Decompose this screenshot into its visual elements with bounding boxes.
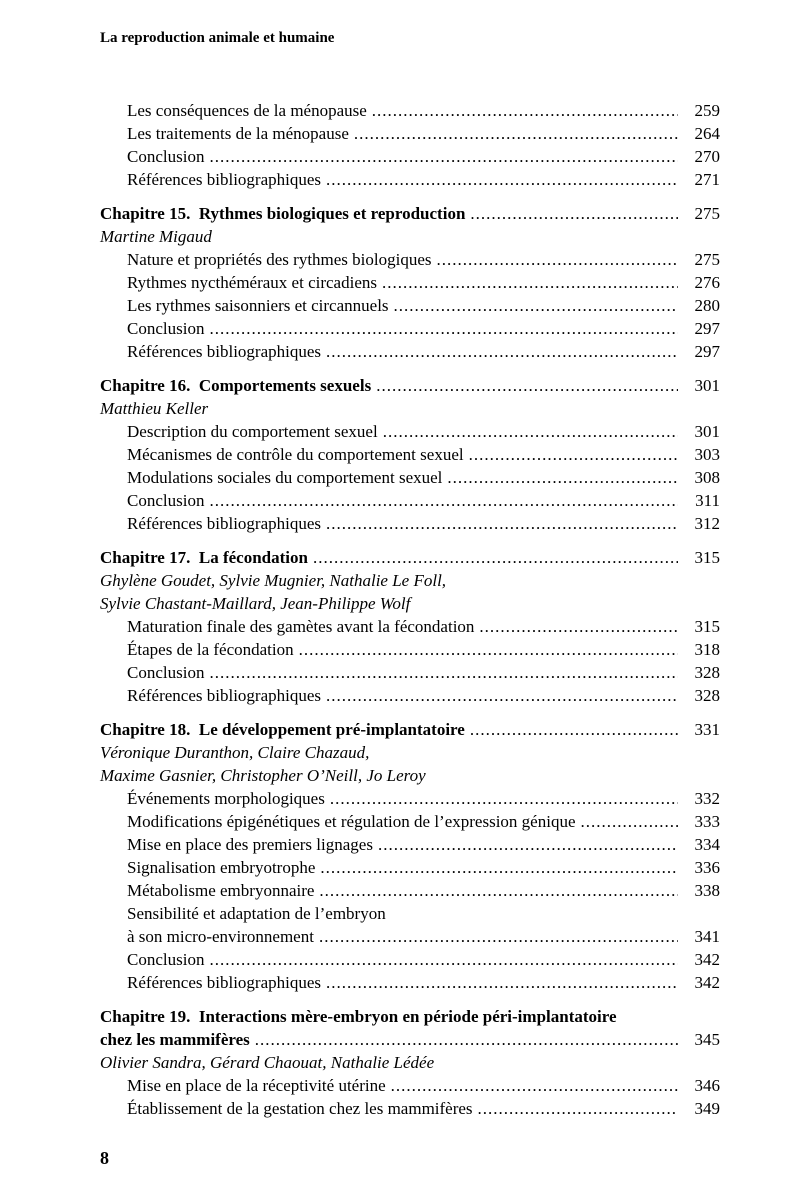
toc-page-number: 318 [694, 640, 720, 659]
toc-entry-label: Conclusion [127, 663, 205, 682]
dot-leader [326, 512, 678, 535]
dot-leader [326, 168, 678, 191]
toc-entry-label: chez les mammifères [100, 1030, 250, 1049]
toc-entry-label: Signalisation embryotrophe [127, 858, 316, 877]
dot-leader [447, 466, 678, 489]
toc-entry-label: Les traitements de la ménopause [127, 124, 349, 143]
toc-entry [100, 294, 720, 317]
dot-leader [376, 374, 678, 397]
toc-entry-label: Les rythmes saisonniers et circannuels [127, 296, 389, 315]
dot-leader [319, 879, 678, 902]
toc-page-number: 276 [694, 273, 720, 292]
toc-entry [100, 1074, 720, 1097]
toc-chapter-entry-wrapped [100, 1005, 720, 1051]
toc-entry-label: Métabolisme embryonnaire [127, 881, 315, 900]
toc-entry [100, 512, 720, 535]
toc-entry-label: Mise en place de la réceptivité utérine [127, 1076, 386, 1095]
dot-leader [299, 638, 678, 661]
toc-page-number: 336 [694, 858, 720, 877]
toc-entry [100, 638, 720, 661]
dot-leader [209, 145, 678, 168]
footer-page-number: 8 [100, 1148, 109, 1168]
dot-leader [209, 661, 678, 684]
dot-leader [382, 271, 678, 294]
toc-entry [100, 340, 720, 363]
dot-leader [580, 810, 678, 833]
toc-page-number: 280 [694, 296, 720, 315]
toc-entry [100, 1097, 720, 1120]
toc-entry-label: Références bibliographiques [127, 514, 322, 533]
toc-page-number: 332 [694, 789, 720, 808]
toc-entry [100, 317, 720, 340]
toc-entry-label: Modulations sociales du comportement sexuel [127, 468, 443, 487]
toc-entry [100, 271, 720, 294]
toc-page-number: 342 [694, 973, 720, 992]
toc-entry-label: Maturation finale des gamètes avant la fécondation [127, 617, 475, 636]
toc-entry [100, 443, 720, 466]
toc-entry-label: Étapes de la fécondation [127, 640, 294, 659]
toc-entry-label: Conclusion [127, 491, 205, 510]
toc-page-number: 328 [694, 663, 720, 682]
dot-leader [437, 248, 678, 271]
toc-page-number: 333 [694, 812, 720, 831]
toc-entry [100, 546, 720, 569]
toc-authors: Olivier Sandra, Gérard Chaouat, Nathalie Lédée [100, 1053, 435, 1072]
dot-leader [326, 684, 678, 707]
toc-entry [100, 145, 720, 168]
dot-leader [378, 833, 678, 856]
toc-entry-label: Chapitre 16. Comportements sexuels [100, 376, 372, 395]
dot-leader [354, 122, 678, 145]
toc-entry [127, 925, 720, 948]
dot-leader [470, 718, 678, 741]
toc-entry-label: Références bibliographiques [127, 342, 322, 361]
toc-entry-wrapped [100, 902, 720, 948]
toc-entry [100, 661, 720, 684]
toc-authors: Ghylène Goudet, Sylvie Mugnier, Nathalie Le Foll, [100, 571, 447, 590]
toc-list [100, 99, 720, 1120]
toc-entry [100, 1028, 720, 1051]
toc-entry [100, 856, 720, 879]
toc-page-number: 297 [694, 342, 720, 361]
toc-entry-label: à son micro-environnement [127, 927, 314, 946]
toc-entry [100, 374, 720, 397]
toc-entry [100, 168, 720, 191]
dot-leader [313, 546, 678, 569]
dot-leader [383, 420, 678, 443]
toc-entry-label: Mécanismes de contrôle du comportement sexuel [127, 445, 464, 464]
toc-authors: Sylvie Chastant-Maillard, Jean-Philippe Wolf [100, 594, 411, 613]
dot-leader [209, 948, 678, 971]
toc-page-number: 346 [694, 1076, 720, 1095]
toc-page-number: 331 [694, 720, 720, 739]
toc-page-number: 271 [694, 170, 720, 189]
toc-authors: Maxime Gasnier, Christopher O’Neill, Jo Leroy [100, 766, 426, 785]
toc-entry-label: Conclusion [127, 147, 205, 166]
toc-page-number: 275 [694, 250, 720, 269]
toc-entry [100, 810, 720, 833]
toc-entry-label: Conclusion [127, 319, 205, 338]
toc-authors: Véronique Duranthon, Claire Chazaud, [100, 743, 370, 762]
dot-leader [326, 971, 678, 994]
toc-page-number: 259 [694, 101, 720, 120]
toc-entry-label: Mise en place des premiers lignages [127, 835, 373, 854]
toc-entry-label: Événements morphologiques [127, 789, 325, 808]
toc-entry-line1: Sensibilité et adaptation de l’embryon [127, 904, 386, 923]
toc-entry [100, 948, 720, 971]
toc-authors: Martine Migaud [100, 227, 212, 246]
toc-entry [100, 466, 720, 489]
toc-page-number: 270 [694, 147, 720, 166]
toc-entry-label: Les conséquences de la ménopause [127, 101, 367, 120]
toc-entry [100, 879, 720, 902]
toc-authors: Matthieu Keller [100, 399, 209, 418]
toc-page-number: 315 [694, 548, 720, 567]
toc-entry-label: Chapitre 17. La fécondation [100, 548, 308, 567]
toc-page-number: 342 [694, 950, 720, 969]
toc-page-number: 264 [694, 124, 720, 143]
toc-entry [100, 420, 720, 443]
toc-entry [100, 122, 720, 145]
toc-entry-label: Chapitre 18. Le développement pré-implantatoire [100, 720, 465, 739]
toc-entry-label: Chapitre 15. Rythmes biologiques et reproduction [100, 204, 466, 223]
dot-leader [319, 925, 678, 948]
toc-entry [100, 718, 720, 741]
toc-page-number: 297 [694, 319, 720, 338]
toc-entry-label: Références bibliographiques [127, 170, 322, 189]
toc-entry-label: Rythmes nycthéméraux et circadiens [127, 273, 377, 292]
toc-page-number: 349 [694, 1099, 720, 1118]
dot-leader [372, 99, 678, 122]
toc-entry-label: Nature et propriétés des rythmes biologiques [127, 250, 432, 269]
toc-page-number: 334 [694, 835, 720, 854]
toc-entry [100, 202, 720, 225]
dot-leader [479, 615, 678, 638]
dot-leader [209, 317, 678, 340]
dot-leader [330, 787, 678, 810]
dot-leader [469, 443, 678, 466]
toc-page-number: 311 [695, 491, 720, 510]
toc-page-number: 308 [694, 468, 720, 487]
dot-leader [394, 294, 678, 317]
toc-page-number: 341 [694, 927, 720, 946]
toc-entry [100, 971, 720, 994]
toc-page-number: 312 [694, 514, 720, 533]
toc-page-number: 301 [694, 376, 720, 395]
dot-leader [326, 340, 678, 363]
dot-leader [391, 1074, 678, 1097]
toc-entry [100, 248, 720, 271]
toc-entry [100, 615, 720, 638]
toc-page-number: 345 [694, 1030, 720, 1049]
toc-entry [100, 684, 720, 707]
toc-page-number: 303 [694, 445, 720, 464]
toc-entry [100, 833, 720, 856]
toc-entry [100, 787, 720, 810]
dot-leader [209, 489, 678, 512]
dot-leader [320, 856, 678, 879]
toc-entry-label: Modifications épigénétiques et régulation de l’expression génique [127, 812, 576, 831]
toc-entry-label: Description du comportement sexuel [127, 422, 378, 441]
toc-page-number: 328 [694, 686, 720, 705]
toc-page-number: 301 [694, 422, 720, 441]
toc-entry [100, 99, 720, 122]
toc-entry-label: Établissement de la gestation chez les mammifères [127, 1099, 473, 1118]
dot-leader [255, 1028, 678, 1051]
toc-page-number: 338 [694, 881, 720, 900]
toc-entry-label: Références bibliographiques [127, 973, 322, 992]
toc-entry-line1: Chapitre 19. Interactions mère-embryon en période péri-implantatoire [100, 1007, 617, 1026]
toc-entry-label: Conclusion [127, 950, 205, 969]
toc-page-number: 315 [694, 617, 720, 636]
toc-entry [100, 489, 720, 512]
toc-entry-label: Références bibliographiques [127, 686, 322, 705]
running-header: La reproduction animale et humaine [100, 30, 335, 46]
dot-leader [478, 1097, 678, 1120]
dot-leader [470, 202, 678, 225]
toc-page-number: 275 [694, 204, 720, 223]
